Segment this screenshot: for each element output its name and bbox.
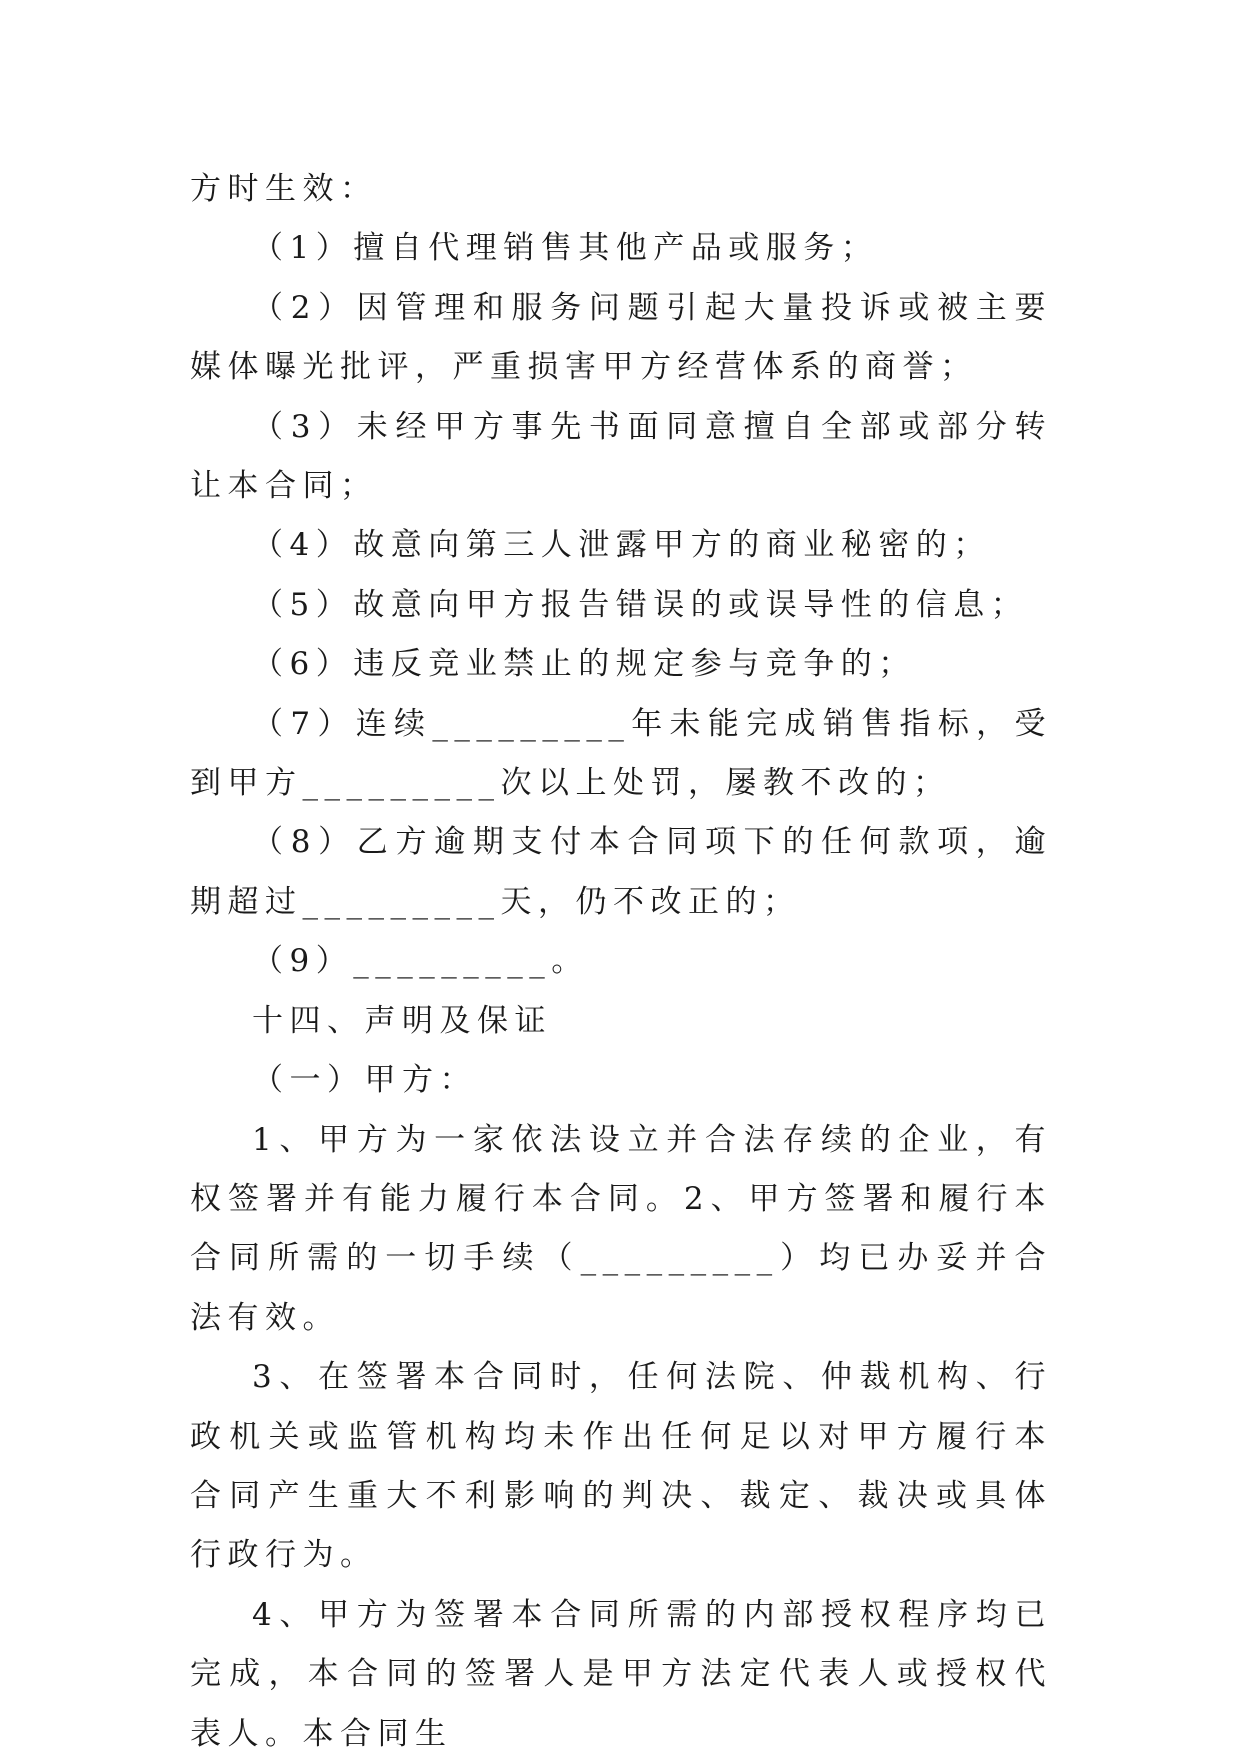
paragraph-continuation: 方时生效： bbox=[190, 171, 378, 207]
clause-1-2: 1、甲方为一家依法设立并合法存续的企业，有权签署并有能力履行本合同。2、甲方签署和履行本合同所需的一切手续（_________）均已办妥并合法有效。 bbox=[190, 1121, 1052, 1336]
paragraph-item-7: （7）连续_________年未能完成销售指标，受到甲方_________次以上处罚，屡教不改的； bbox=[190, 705, 1052, 802]
section-heading: 十四、声明及保证 bbox=[252, 1002, 552, 1039]
paragraph-item-2: （2）因管理和服务问题引起大量投诉或被主要媒体曝光批评，严重损害甲方经营体系的商誉； bbox=[190, 289, 1052, 386]
subsection-heading: （一）甲方： bbox=[252, 1062, 477, 1099]
paragraph-item-4: （4）故意向第三人泄露甲方的商业秘密的； bbox=[252, 527, 991, 564]
clause-3: 3、在签署本合同时，任何法院、仲裁机构、行政机关或监管机构均未作出任何足以对甲方履行本合同产生重大不利影响的判决、裁定、裁决或具体行政行为。 bbox=[190, 1359, 1052, 1574]
paragraph-item-8: （8）乙方逾期支付本合同项下的任何款项，逾期超过_________天，仍不改正的； bbox=[190, 824, 1052, 920]
document-body bbox=[190, 160, 1052, 1764]
paragraph-item-3: （3）未经甲方事先书面同意擅自全部或部分转让本合同； bbox=[190, 408, 1052, 505]
paragraph-item-1: （1）擅自代理销售其他产品或服务； bbox=[252, 230, 879, 267]
paragraph-item-6: （6）违反竞业禁止的规定参与竞争的； bbox=[252, 646, 916, 683]
paragraph-item-5: （5）故意向甲方报告错误的或误导性的信息； bbox=[252, 586, 1029, 623]
clause-4: 4、甲方为签署本合同所需的内部授权程序均已完成，本合同的签署人是甲方法定代表人或授权代表人。本合同生 bbox=[190, 1596, 1052, 1752]
paragraph-item-9: （9）_________。 bbox=[252, 943, 589, 980]
